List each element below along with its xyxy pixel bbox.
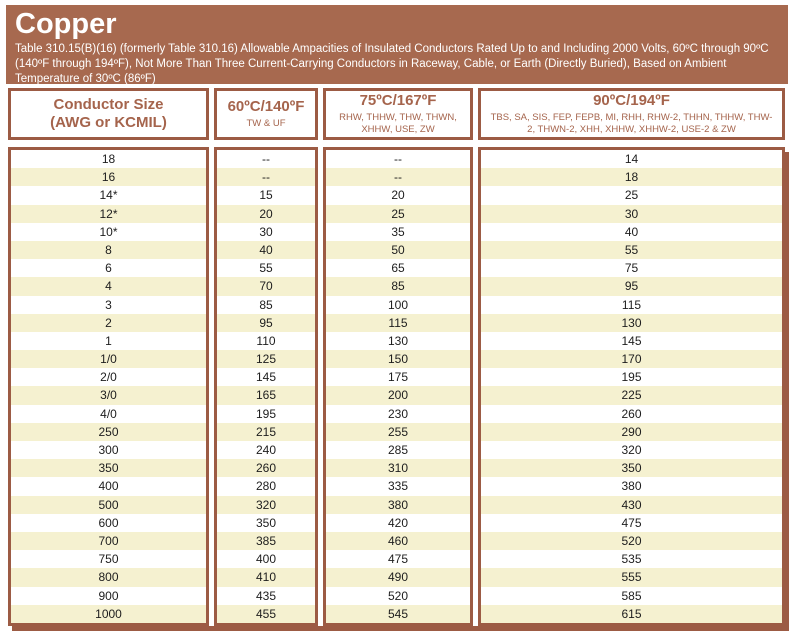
table-cell: 85 bbox=[259, 297, 273, 312]
table-cell: 14* bbox=[99, 188, 118, 203]
column-title: 90ºC/194ºF bbox=[593, 92, 670, 110]
table-cell: 25 bbox=[326, 205, 470, 223]
table-cell: 2 bbox=[11, 314, 206, 332]
table-cell: 300 bbox=[98, 443, 119, 457]
table-cell: 455 bbox=[217, 605, 315, 623]
table-cell: 18 bbox=[481, 168, 782, 186]
table-cell: 460 bbox=[326, 532, 470, 550]
table-cell: 4/0 bbox=[100, 406, 117, 421]
table-cell: 1 bbox=[105, 333, 112, 348]
column-header-75c bbox=[323, 88, 473, 140]
table-cell: 400 bbox=[255, 552, 277, 567]
table-cell: 70 bbox=[217, 277, 315, 295]
data-column-60c bbox=[214, 147, 318, 626]
data-column-conductor-size bbox=[8, 147, 209, 626]
table-cell: 385 bbox=[217, 532, 315, 550]
table-cell: 600 bbox=[98, 515, 119, 530]
table-cell: 125 bbox=[217, 350, 315, 368]
table-cell: 250 bbox=[11, 423, 206, 441]
table-cell: 40 bbox=[624, 224, 639, 239]
table-cell: 615 bbox=[481, 605, 782, 623]
table-cell: 290 bbox=[481, 423, 782, 441]
table-cell: -- bbox=[394, 152, 402, 166]
table-cell: 555 bbox=[481, 568, 782, 586]
table-cell: 175 bbox=[387, 370, 409, 385]
table-cell: 280 bbox=[255, 479, 277, 494]
table-cell: 3 bbox=[105, 297, 112, 312]
table-cell: 100 bbox=[387, 297, 409, 312]
table-cell: 145 bbox=[255, 370, 277, 385]
table-cell: 25 bbox=[624, 188, 639, 203]
table-cell: 545 bbox=[326, 605, 470, 623]
table-cell: 95 bbox=[481, 277, 782, 295]
table-cell: 65 bbox=[391, 261, 405, 276]
table-cell: 4 bbox=[11, 277, 206, 295]
table-cell: 1/0 bbox=[11, 350, 206, 368]
table-cell: 20 bbox=[217, 205, 315, 223]
table-cell: 165 bbox=[217, 386, 315, 404]
table-cell: 320 bbox=[621, 443, 642, 457]
table-cell: 145 bbox=[621, 333, 642, 348]
table-cell: 110 bbox=[256, 333, 276, 348]
table-cell: 260 bbox=[217, 459, 315, 477]
table-cell: 420 bbox=[387, 515, 409, 530]
table-cell: 750 bbox=[98, 552, 119, 567]
table-cell: 50 bbox=[326, 241, 470, 259]
column-subtitle: TW & UF bbox=[246, 117, 286, 129]
table-cell: 150 bbox=[326, 350, 470, 368]
table-cell: 30 bbox=[259, 224, 273, 239]
table-cell: 2/0 bbox=[100, 370, 117, 385]
header-band bbox=[6, 5, 788, 84]
table-cell: 10* bbox=[99, 224, 118, 239]
page-title: Copper bbox=[15, 8, 117, 40]
table-cell: 85 bbox=[326, 277, 470, 295]
table-cell: 320 bbox=[217, 496, 315, 514]
table-cell: -- bbox=[326, 168, 470, 186]
table-cell: 350 bbox=[481, 459, 782, 477]
table-description: Table 310.15(B)(16) (formerly Table 310.16) Allowable Ampacities of Insulated Conductors Rated Up to and Including 2000 Volts, 60ºC through 90ºC (140ºF through 194ºF), Not More Than Three Current-Carrying Conductors in Raceway, Cable, or Earth (Directly Buried), Based on Ambient Temperature of 30ºC (86ºF) bbox=[15, 43, 769, 86]
table-cell: 435 bbox=[255, 588, 277, 603]
table-cell: 475 bbox=[387, 552, 409, 567]
table-cell: 800 bbox=[11, 568, 206, 586]
table-cell: 430 bbox=[481, 496, 782, 514]
column-subtitle: RHW, THHW, THW, THWN, XHHW, USE, ZW bbox=[339, 111, 457, 135]
column-title: 75ºC/167ºF bbox=[359, 92, 437, 110]
table-cell: 8 bbox=[11, 241, 206, 259]
table-cell: 240 bbox=[255, 443, 277, 457]
table-cell: 215 bbox=[217, 423, 315, 441]
table-cell: 12* bbox=[11, 205, 206, 223]
table-cell: 535 bbox=[621, 552, 642, 567]
table-cell: -- bbox=[262, 152, 270, 166]
table-cell: 1000 bbox=[11, 605, 206, 623]
table-cell: 130 bbox=[481, 314, 782, 332]
table-cell: 230 bbox=[387, 406, 409, 421]
table-cell: 520 bbox=[481, 532, 782, 550]
table-cell: 18 bbox=[101, 152, 116, 166]
column-header-60c bbox=[214, 88, 318, 140]
table-cell: 200 bbox=[326, 386, 470, 404]
data-column-75c bbox=[323, 147, 473, 626]
table-cell: 15 bbox=[259, 188, 273, 203]
table-cell: 30 bbox=[481, 205, 782, 223]
table-cell: 490 bbox=[326, 568, 470, 586]
table-cell: -- bbox=[217, 168, 315, 186]
column-subtitle: (AWG or KCMIL) bbox=[50, 114, 167, 131]
table-cell: 6 bbox=[105, 261, 112, 276]
table-cell: 380 bbox=[326, 496, 470, 514]
table-body bbox=[8, 147, 785, 626]
table-cell: 40 bbox=[217, 241, 315, 259]
column-subtitle: TBS, SA, SIS, FEP, FEPB, MI, RHH, RHW-2, THHN, THHW, THW-2, THWN-2, XHH, XHHW, XHHW-2, USE-2 & ZW bbox=[490, 111, 773, 135]
table-cell: 75 bbox=[624, 261, 639, 276]
table-cell: 195 bbox=[255, 406, 277, 421]
table-cell: 285 bbox=[387, 443, 409, 457]
table-cell: 20 bbox=[391, 188, 405, 203]
table-cell: 380 bbox=[621, 479, 642, 494]
table-cell: 260 bbox=[621, 406, 642, 421]
table-cell: 14 bbox=[624, 152, 639, 166]
table-cell: 335 bbox=[387, 479, 409, 494]
column-header-90c bbox=[478, 88, 785, 140]
table-cell: 195 bbox=[621, 370, 642, 385]
column-title: 60ºC/140ºF bbox=[227, 98, 305, 116]
table-cell: 410 bbox=[217, 568, 315, 586]
table-cell: 585 bbox=[621, 588, 642, 603]
table-cell: 255 bbox=[326, 423, 470, 441]
table-cell: 350 bbox=[255, 515, 277, 530]
table-cell: 500 bbox=[11, 496, 206, 514]
table-cell: 900 bbox=[98, 588, 119, 603]
table-cell: 95 bbox=[217, 314, 315, 332]
table-cell: 350 bbox=[11, 459, 206, 477]
table-cell: 115 bbox=[621, 297, 642, 312]
table-cell: 170 bbox=[481, 350, 782, 368]
table-cell: 3/0 bbox=[11, 386, 206, 404]
table-cell: 115 bbox=[326, 314, 470, 332]
table-cell: 55 bbox=[481, 241, 782, 259]
table-cell: 310 bbox=[326, 459, 470, 477]
table-cell: 35 bbox=[391, 224, 405, 239]
table-cell: 475 bbox=[621, 515, 642, 530]
table-header-row bbox=[8, 88, 785, 140]
table-cell: 520 bbox=[387, 588, 409, 603]
column-title: Conductor Size bbox=[53, 95, 164, 113]
table-cell: 225 bbox=[481, 386, 782, 404]
table-cell: 400 bbox=[98, 479, 119, 494]
data-column-90c bbox=[478, 147, 785, 626]
table-cell: 700 bbox=[11, 532, 206, 550]
table-cell: 130 bbox=[387, 333, 409, 348]
table-cell: 55 bbox=[259, 261, 273, 276]
table-cell: 16 bbox=[11, 168, 206, 186]
column-header-conductor-size bbox=[8, 88, 209, 140]
